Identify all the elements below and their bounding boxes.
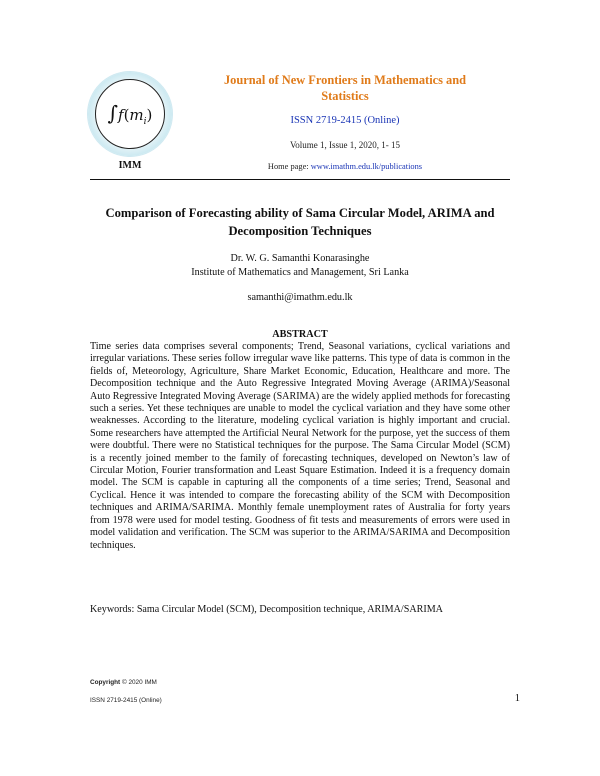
author-affiliation: Institute of Mathematics and Management, Sri Lanka (191, 267, 409, 278)
author-block (90, 252, 510, 280)
keywords: Keywords: Sama Circular Model (SCM), Decomposition technique, ARIMA/SARIMA (90, 604, 443, 615)
volume-issue: Volume 1, Issue 1, 2020, 1- 15 (289, 140, 401, 150)
paper-title: Comparison of Forecasting ability of Sama Circular Model, ARIMA and Decomposition Techniques (105, 206, 495, 238)
author-email[interactable]: samanthi@imathm.edu.lk (247, 292, 353, 303)
abstract-text: Time series data comprises several components; Trend, Seasonal variations, cyclical variations and irregular variations. These series follow irregular wave like patterns. This type of data is common in the fields of, Meteorology, Agriculture, Share Market Economic, Education, Healthcare and more. The Decomposition technique and the Auto Regressive Integrated Moving Average (ARIMA)/Seasonal Auto Regressive Integrated Moving Average (SARIMA) are the widely applied methods for forecasting such a series. Yet these techniques are unable to model the cyclical variation and they have some other weaknesses. According to the literature, modeling cyclical variation is highly important and crucial. Some researchers have attempted the Artificial Neural Network for the purpose, yet the success of them were doubtful. There were no Statistical techniques for the purpose. The Sama Circular Model (SCM) is a recently joined member to the family of forecasting techniques, developed on Newton’s law of Circular Motion, Fourier transformation and Least Square Estimation. Indeed it is a frequency domain model. The SCM is capable in capturing all the components of a time series; Trend, Seasonal and Cyclical. Hence it was intended to compare the forecasting ability of the SCM with Decomposition techniques and ARIMA/SARIMA. Monthly female unemployment rates of Australia for forty years from 1978 were used for model testing. Goodness of fit tests and measurements of errors were used in model validation and verification. The SCM was superior to the ARIMA/SARIMA and Decomposition techniques. (90, 341, 510, 551)
page-number: 1 (514, 693, 520, 704)
author-name: Dr. W. G. Samanthi Konarasinghe (230, 253, 370, 264)
logo-caption: IMM (118, 160, 142, 171)
abstract-heading: ABSTRACT (272, 329, 328, 340)
homepage-line (200, 162, 490, 171)
logo-formula: $\int f(m_i)$ (107, 101, 153, 127)
footer-copyright (90, 679, 157, 686)
copyright-text: © 2020 IMM (120, 679, 157, 686)
homepage-label: Home page: (267, 162, 311, 171)
copyright-label: Copyright (90, 679, 121, 686)
header-divider (90, 179, 510, 180)
journal-issn: ISSN 2719-2415 (Online) (290, 115, 400, 126)
footer-issn: ISSN 2719-2415 (Online) (90, 697, 162, 704)
journal-logo-emblem (95, 79, 165, 149)
homepage-link[interactable]: www.imathm.edu.lk/publications (310, 162, 423, 171)
journal-title: Journal of New Frontiers in Mathematics and Statistics (223, 73, 467, 103)
